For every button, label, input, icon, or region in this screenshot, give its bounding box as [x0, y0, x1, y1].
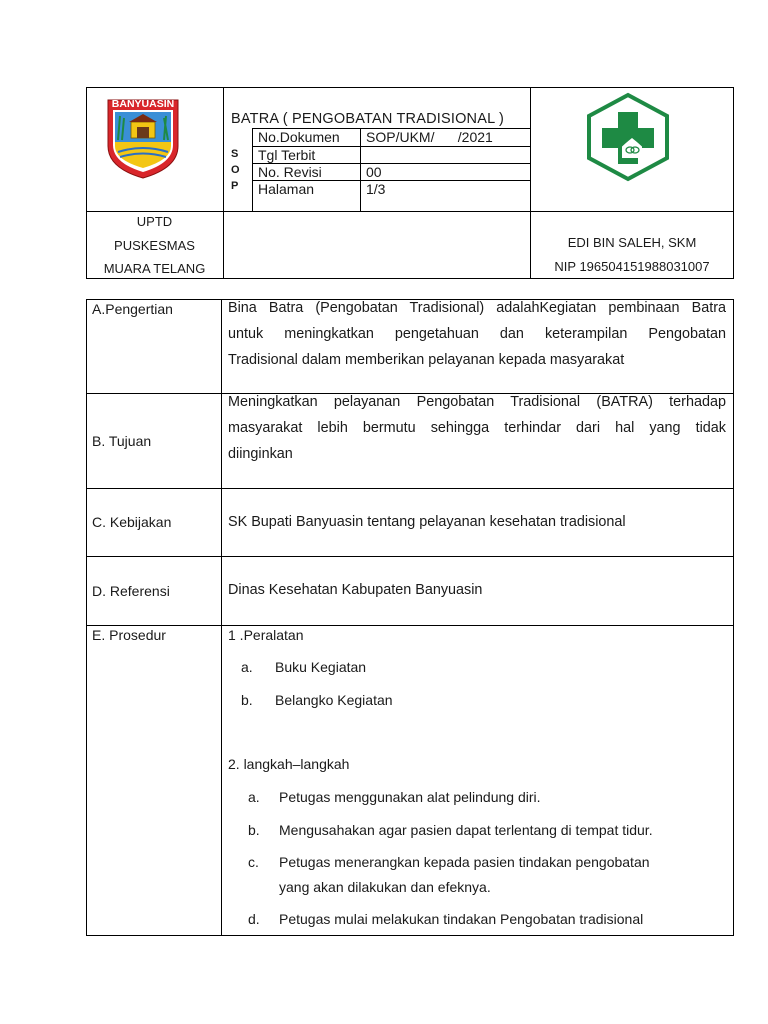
- label-pengertian: A.Pengertian: [92, 301, 173, 317]
- pengertian-line: Tradisional dalam memberikan pelayanan kepada masyarakat: [228, 352, 625, 368]
- doc-label-number: No.Dokumen: [258, 129, 340, 145]
- puskesmas-logo: [584, 92, 672, 182]
- peralatan-item: Buku Kegiatan: [275, 659, 367, 675]
- pengertian-text: [228, 295, 726, 373]
- label-prosedur: E. Prosedur: [92, 627, 166, 643]
- langkah-marker: a.: [248, 789, 260, 805]
- doc-value-revision: 00: [366, 164, 382, 180]
- signer-name: EDI BIN SALEH, SKM: [567, 235, 697, 250]
- tujuan-line: diinginkan: [228, 446, 293, 462]
- doc-value-number: SOP/UKM/ /2021: [366, 129, 493, 145]
- sop-letter-p: P: [231, 180, 239, 192]
- langkah-item: Mengusahakan agar pasien dapat terlentang di tempat tidur.: [279, 822, 653, 838]
- doc-label-issued: Tgl Terbit: [258, 147, 316, 163]
- logo-text: BANYUASIN: [111, 98, 175, 110]
- kebijakan-text: SK Bupati Banyuasin tentang pelayanan kesehatan tradisional: [228, 514, 626, 530]
- langkah-item: Petugas menerangkan kepada pasien tindakan pengobatan: [279, 854, 650, 870]
- langkah-item: Petugas mulai melakukan tindakan Pengobatan tradisional: [279, 911, 644, 927]
- document-title: BATRA ( PENGOBATAN TRADISIONAL ): [231, 111, 505, 127]
- sop-letter-o: O: [231, 164, 240, 176]
- banyuasin-logo: [104, 94, 182, 180]
- langkah-item: Petugas menggunakan alat pelindung diri.: [279, 789, 541, 805]
- pengertian-line: Bina Batra (Pengobatan Tradisional) adalahKegiatan pembinaan Batra: [228, 300, 726, 316]
- referensi-text: Dinas Kesehatan Kabupaten Banyuasin: [228, 582, 483, 598]
- tujuan-line: Meningkatkan pelayanan Pengobatan Tradisional (BATRA) terhadap: [228, 394, 726, 410]
- label-referensi: D. Referensi: [92, 583, 170, 599]
- doc-value-page: 1/3: [366, 181, 386, 197]
- langkah-item-continued: yang akan dilakukan dan efeknya.: [279, 879, 491, 895]
- peralatan-heading: 1 .Peralatan: [228, 627, 304, 643]
- tujuan-text: [228, 389, 726, 467]
- doc-label-page: Halaman: [258, 181, 315, 197]
- langkah-heading: 2. langkah–langkah: [228, 756, 350, 772]
- peralatan-marker: a.: [241, 659, 253, 675]
- pengertian-line: untuk meningkatkan pengetahuan dan keterampilan Pengobatan: [228, 326, 726, 342]
- doc-label-revision: No. Revisi: [258, 164, 322, 180]
- label-kebijakan: C. Kebijakan: [92, 514, 172, 530]
- org-line-location: MUARA TELANG: [103, 261, 206, 276]
- langkah-marker: d.: [248, 911, 260, 927]
- peralatan-item: Belangko Kegiatan: [275, 692, 393, 708]
- langkah-marker: c.: [248, 854, 259, 870]
- label-tujuan: B. Tujuan: [92, 433, 152, 449]
- tujuan-line: masyarakat lebih bermutu sehingga terhindar dari hal yang tidak: [228, 420, 726, 436]
- peralatan-marker: b.: [241, 692, 253, 708]
- signer-nip: NIP 196504151988031007: [554, 259, 710, 274]
- org-line-uptd: UPTD: [136, 214, 173, 229]
- langkah-marker: b.: [248, 822, 260, 838]
- sop-letter-s: S: [231, 148, 239, 160]
- org-line-puskesmas: PUSKESMAS: [114, 238, 195, 253]
